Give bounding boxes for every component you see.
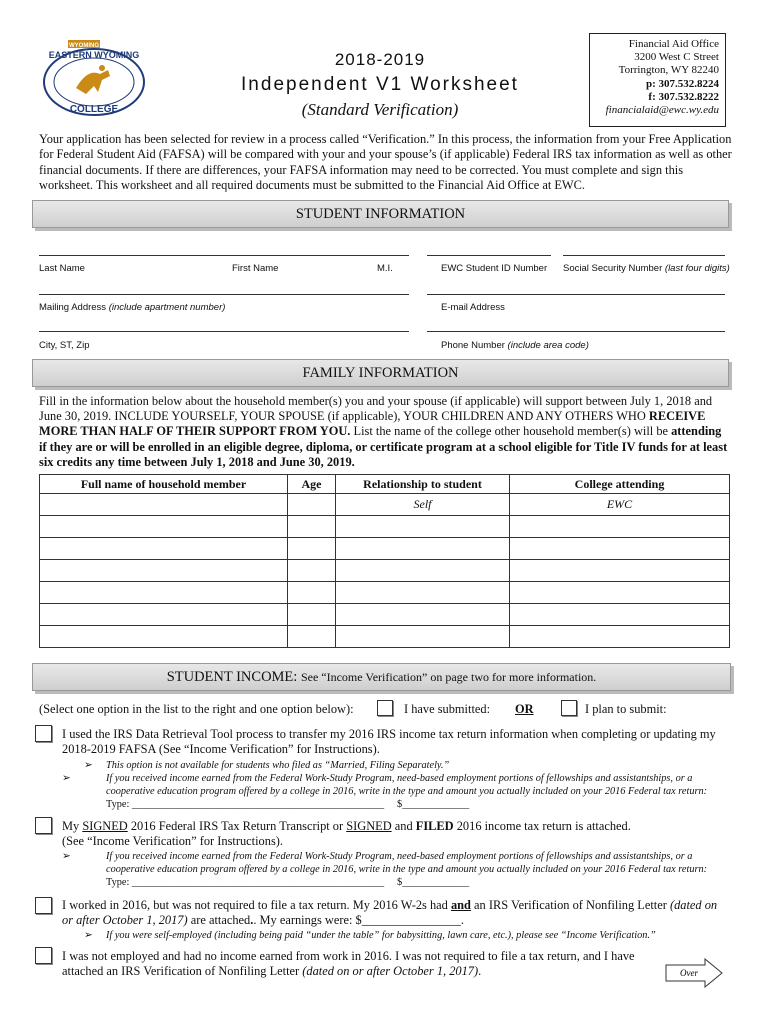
table-cell[interactable] — [288, 560, 336, 582]
office-fax: f: 307.532.8222 — [648, 90, 719, 103]
email-input-line[interactable] — [427, 294, 725, 295]
table-cell[interactable] — [40, 626, 288, 648]
office-city: Torrington, WY 82240 — [618, 64, 719, 77]
ssn-input-line[interactable] — [563, 255, 725, 256]
submitted-checkbox[interactable] — [377, 700, 393, 716]
table-cell[interactable] — [336, 582, 510, 604]
col-college: College attending — [510, 475, 730, 494]
table-cell[interactable] — [40, 604, 288, 626]
table-row — [40, 560, 730, 582]
table-cell[interactable] — [336, 626, 510, 648]
option-irs-drt-bullet-1: ➢ This option is not available for students who filed as “Married, Filing Separately.” — [84, 760, 450, 771]
household-table — [39, 474, 730, 648]
household-table-header — [40, 475, 730, 494]
option-irs-drt-bullet-2: ➢ If you received income earned from the Federal Work-Study Program, need-based employment portions of fellowships and assistantships, or a cooperative education program offered by a college in 2016, write in the type and amount you actually included on your 2016 Federal tax return: Type: _________________________________________________ $_____________ — [62, 773, 708, 810]
table-cell[interactable] — [336, 560, 510, 582]
table-cell[interactable] — [40, 560, 288, 582]
table-cell[interactable] — [510, 538, 730, 560]
table-cell[interactable] — [40, 582, 288, 604]
mailing-address-input-line[interactable] — [39, 294, 409, 295]
award-year: 2018-2019 — [334, 50, 426, 69]
city-input-line[interactable] — [39, 331, 409, 332]
phone-label: Phone Number (include area code) — [441, 340, 589, 351]
option-w2-nonfiling-text: I worked in 2016, but was not required to file a tax return. My 2016 W-2s had and an IRS Verification of Nonfiling Letter (dated on or after October 1, 2017) are attached.. My earnings were: $________________. — [62, 898, 718, 928]
table-cell[interactable]: EWC — [510, 494, 730, 516]
family-instructions: Fill in the information below about the household member(s) you and your spouse (if applicable) will support between July 1, 2018 and June 30, 2019. INCLUDE YOURSELF, YOUR SPOUSE (if applicable), YOUR CHILDREN AND ANY OTHERS WHO RECEIVE MORE THAN HALF OF THEIR SUPPORT FROM YOU. List the name of the college other household member(s) will be attending if they are or will be enrolled in an eligible degree, diploma, or certificate program at a school eligible for Title IV funds for at least six credits any time between July 1, 2018 and June 30, 2019. — [39, 394, 728, 469]
page-title: Independent V1 Worksheet — [241, 74, 519, 95]
table-cell[interactable] — [336, 538, 510, 560]
intro-paragraph: Your application has been selected for review in a process called “Verification.” In this process, the information from your Free Application for Federal Student Aid (FAFSA) will be compared with your and your spouse’s (if applicable) Federal IRS tax information as well as other financial documents. If there are differences, your FAFSA information may need to be corrected. You must complete and sign this worksheet. This worksheet and all required documents must be submitted to the Financial Aid Office at EWC. — [39, 132, 732, 192]
mailing-address-label: Mailing Address (include apartment number) — [39, 302, 226, 313]
or-label: OR — [515, 702, 534, 716]
table-cell[interactable] — [336, 516, 510, 538]
over-label: Over — [680, 968, 698, 978]
last-name-label: Last Name — [39, 263, 85, 274]
office-phone: p: 307.532.8224 — [645, 77, 719, 90]
plan-to-submit-checkbox[interactable] — [561, 700, 577, 716]
table-row — [40, 604, 730, 626]
email-label: E-mail Address — [441, 302, 505, 313]
phone-input-line[interactable] — [427, 331, 725, 332]
ssn-label: Social Security Number (last four digits) — [563, 263, 730, 274]
table-row — [40, 494, 730, 516]
logo-bottom-text: COLLEGE — [69, 104, 119, 115]
office-contact-box — [589, 33, 726, 127]
worksheet-title-block — [230, 50, 530, 120]
page-subtitle: (Standard Verification) — [301, 100, 459, 119]
table-cell[interactable] — [510, 582, 730, 604]
table-cell[interactable]: Self — [336, 494, 510, 516]
table-cell[interactable] — [510, 560, 730, 582]
table-cell[interactable] — [40, 516, 288, 538]
col-age: Age — [288, 475, 336, 494]
logo-top-text: EASTERN WYOMING — [48, 50, 140, 60]
table-cell[interactable] — [288, 582, 336, 604]
family-information-heading: FAMILY INFORMATION — [32, 359, 729, 387]
table-cell[interactable] — [288, 494, 336, 516]
select-instructions: (Select one option in the list to the right and one option below): — [39, 702, 354, 716]
table-cell[interactable] — [510, 516, 730, 538]
over-arrow-button[interactable] — [665, 958, 723, 988]
option-tax-return-checkbox[interactable] — [35, 817, 52, 834]
table-cell[interactable] — [40, 494, 288, 516]
option-tax-return-bullet: ➢ If you received income earned from the Federal Work-Study Program, need-based employment portions of fellowships and assistantships, or a cooperative education program offered by a college in 2016, write in the type and amount you actually included on your 2016 Federal tax return: Type: _________________________________________________ $_____________ — [62, 851, 708, 888]
arrow-right-icon — [665, 958, 723, 988]
table-cell[interactable] — [288, 604, 336, 626]
option-irs-drt-text: I used the IRS Data Retrieval Tool process to transfer my 2016 IRS income tax return information when completing or updating my 2018-2019 FAFSA (See “Income Verification” for Instructions). — [62, 727, 716, 757]
table-cell[interactable] — [510, 604, 730, 626]
option-not-employed-checkbox[interactable] — [35, 947, 52, 964]
city-label: City, ST, Zip — [39, 340, 90, 351]
office-email[interactable]: financialaid@ewc.wy.edu — [605, 104, 719, 117]
college-logo — [38, 38, 150, 118]
student-information-heading: STUDENT INFORMATION — [32, 200, 729, 228]
mi-label: M.I. — [377, 263, 393, 274]
option-w2-nonfiling-bullet: ➢ If you were self-employed (including being paid “under the table” for babysitting, lawn care, etc.), please see “Income Verification.” — [84, 930, 656, 941]
table-cell[interactable] — [288, 516, 336, 538]
submitted-label: I have submitted: — [404, 702, 491, 716]
plan-to-submit-label: I plan to submit: — [585, 702, 667, 716]
office-street: 3200 West C Street — [634, 51, 719, 64]
student-id-label: EWC Student ID Number — [441, 263, 548, 274]
table-cell[interactable] — [336, 604, 510, 626]
student-id-input-line[interactable] — [427, 255, 551, 256]
col-full-name: Full name of household member — [40, 475, 288, 494]
option-tax-return-text: My SIGNED 2016 Federal IRS Tax Return Transcript or SIGNED and FILED 2016 income tax return is attached. (See “Income Verification” for Instructions). — [62, 819, 631, 849]
option-not-employed-text: I was not employed and had no income earned from work in 2016. I was not required to file a tax return, and I have attached an IRS Verification of Nonfiling Letter (dated on or after October 1, 2017). — [62, 949, 635, 979]
table-cell[interactable] — [40, 538, 288, 560]
table-row — [40, 582, 730, 604]
name-input-line[interactable] — [39, 255, 409, 256]
office-name: Financial Aid Office — [628, 38, 719, 50]
table-cell[interactable] — [510, 626, 730, 648]
table-row — [40, 626, 730, 648]
table-row — [40, 538, 730, 560]
student-income-heading: STUDENT INCOME: See “Income Verification” on page two for more information. — [32, 663, 731, 691]
col-relationship: Relationship to student — [336, 475, 510, 494]
logo-banner-text: WYOMING — [69, 43, 99, 49]
option-irs-drt-checkbox[interactable] — [35, 725, 52, 742]
option-w2-nonfiling-checkbox[interactable] — [35, 897, 52, 914]
table-row — [40, 516, 730, 538]
table-cell[interactable] — [288, 626, 336, 648]
table-cell[interactable] — [288, 538, 336, 560]
first-name-label: First Name — [232, 263, 279, 274]
